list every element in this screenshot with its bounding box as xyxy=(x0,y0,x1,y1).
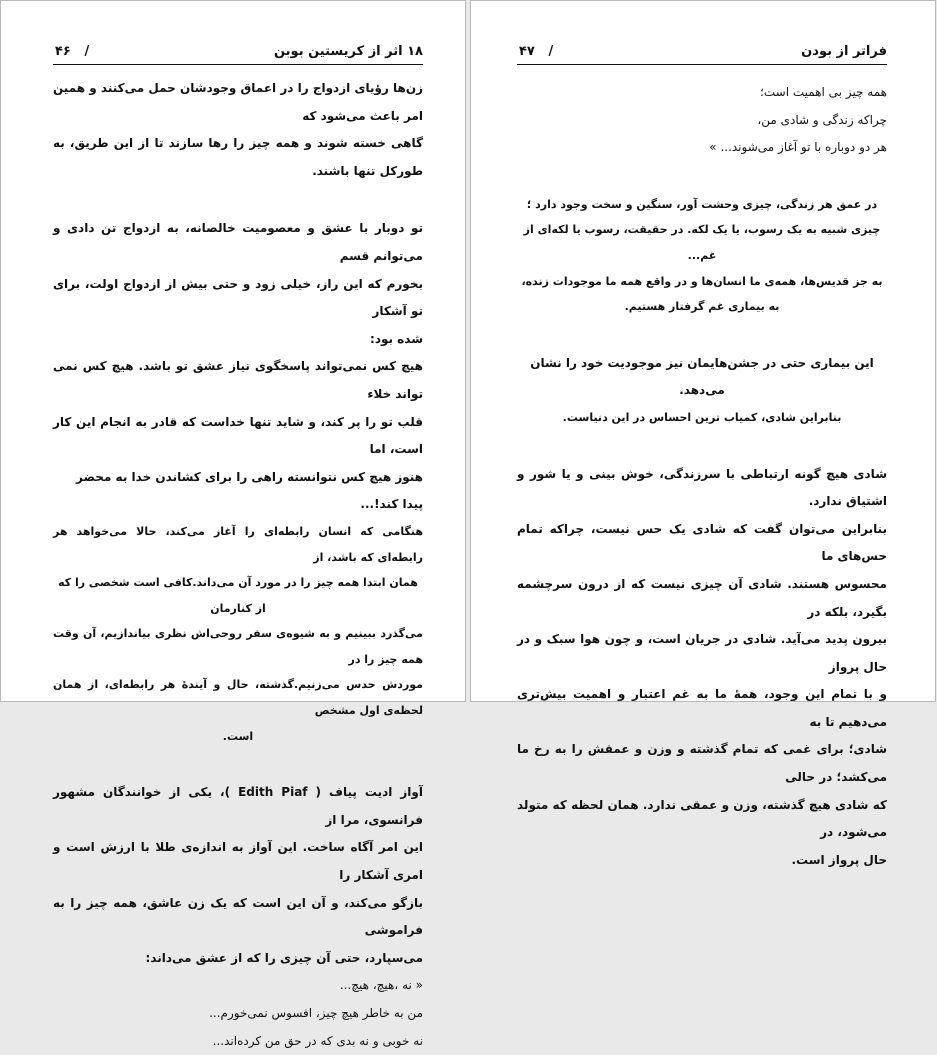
text-line: تو دوبار با عشق و معصومیت خالصانه، به ازدواج تن دادی و می‌توانم قسم xyxy=(53,221,423,263)
text-line: هر دو دوباره با تو آغاز می‌شوند... » xyxy=(709,140,887,155)
text-line: حال پرواز است. xyxy=(791,852,887,867)
header-title: ۱۸ اثر از کریستین بوبن xyxy=(273,44,423,59)
text-line: هیچ کس نمی‌تواند پاسخگوی نیاز عشق تو باشد. هیچ کس نمی تواند خلاء xyxy=(53,359,423,401)
text-line: شادی هیچ گونه ارتباطی با سرزندگی، خوش بینی و یا شور و اشتیاق ندارد. xyxy=(517,466,887,509)
text-line: به بیماری غم گرفتار هستیم. xyxy=(624,300,780,314)
text-line: من به خاطر هیچ چیز، افسوس نمی‌خورم... xyxy=(209,1006,423,1020)
text-line: در عمق هر زندگی، چیزی وحشت آور، سنگین و سخت وجود دارد ؛ xyxy=(526,197,878,211)
text-line: می‌گذرد ببینیم و به شیوه‌ی سفر روحی‌اش نظری بیاندازیم، آن وقت همه چیز را در xyxy=(53,627,423,666)
text-line: « نه ،هیچ، هیچ... xyxy=(339,978,423,993)
text-line: همان ابتدا همه چیز را در مورد آن می‌داند.کافی است شخصی را که از کنارمان xyxy=(58,576,418,615)
text-line: محسوس هستند. شادی آن چیزی نیست که از درون سرچشمه بگیرد، بلکه در xyxy=(517,576,887,619)
text-line: این امر آگاه ساخت. این آواز به اندازه‌ی طلا با ارزش است و امری آشکار را xyxy=(53,840,423,883)
text-line: بخورم که این راز، خیلی زود و حتی بیش از ازدواج اولت، برای تو آشکار xyxy=(53,276,423,319)
text-line: و با تمام این وجود، همهٔ ما به غم اعتبار و اهمیت بیش‌تری می‌دهیم تا به xyxy=(517,687,887,729)
text-line: می‌سپارد، حتی آن چیزی را که از عشق می‌داند: xyxy=(145,950,423,965)
header-title: فراتر از بودن xyxy=(801,44,887,59)
body-text xyxy=(53,75,423,1055)
left-page xyxy=(0,0,466,1048)
text-line: چراکه زندگی و شادی من، xyxy=(757,112,887,127)
text-line: چیزی شبیه به یک رسوب، یا یک لکه. در حقیقت، رسوب یا لکه‌ای از غم... xyxy=(523,223,881,262)
text-line: قلب تو را پر کند، و شاید تنها خداست که قادر به انجام این کار است، اما xyxy=(53,414,423,457)
text-line: بنابراین می‌توان گفت که شادی یک حس نیست، چراکه تمام حس‌های ما xyxy=(517,521,887,564)
text-line: شادی؛ برای غمی که تمام گذشته و وزن و عمقش را به رخ ما می‌کشد؛ در حالی xyxy=(517,742,887,785)
text-line: بنابراین شادی، کمیاب ترین احساس در این دنیاست. xyxy=(562,410,842,424)
text-line: موردش حدس می‌زنیم.گذشته، حال و آیندهٔ هر رابطه‌ای، از همان لحظه‌ی اول مشخص xyxy=(53,678,423,718)
text-line: گاهی خسته شوند و همه چیز را رها سازند تا از این طریق، به طورکل تنها باشند. xyxy=(53,136,423,178)
text-line: همه چیز بی اهمیت است؛ xyxy=(760,85,887,99)
text-line: هنوز هیچ کس نتوانسته راهی را برای کشاندن خدا به محضر پیدا کند!... xyxy=(76,469,423,512)
page-number: / ۴۶ xyxy=(55,44,90,59)
text-line: هنگامی که انسان رابطه‌ای را آغاز می‌کند، حالا می‌خواهد هر رابطه‌ای که باشد، از xyxy=(53,524,423,564)
right-page xyxy=(470,0,936,867)
text-line: زن‌ها رؤیای ازدواج را در اعماق وجودشان حمل می‌کنند و همین امر باعث می‌شود که xyxy=(53,81,423,123)
text-line: که شادی هیچ گذشته، وزن و عمقی ندارد. همان لحظه که متولد می‌شود، در xyxy=(517,797,887,840)
text-line: شده بود: xyxy=(370,331,423,346)
text-line: نه خوبی و نه بدی که در حق من کرده‌اند... xyxy=(212,1033,423,1048)
text-line: آواز ادیت پیاف ( Edith Piaf )، یکی از خوانندگان مشهور فرانسوی، مرا از xyxy=(53,785,423,827)
text-line: بیرون پدید می‌آید. شادی در جریان است، و چون هوا سبک و در حال پرواز xyxy=(517,632,887,674)
text-line: این بیماری حتی در جشن‌هایمان نیز موجودیت خود را نشان می‌دهد. xyxy=(530,355,874,398)
text-line: به جز قدیس‌ها، همه‌ی ما انسان‌ها و در واقع همه ما موجودات زنده، xyxy=(521,274,883,288)
running-header xyxy=(53,42,423,65)
text-line: بازگو می‌کند، و آن این است که یک زن عاشق، همه چیز را به فراموشی xyxy=(53,895,423,938)
text-line: است. xyxy=(222,729,254,743)
page-number: / ۴۷ xyxy=(519,44,554,59)
body-text xyxy=(517,79,887,874)
running-header xyxy=(517,42,887,65)
